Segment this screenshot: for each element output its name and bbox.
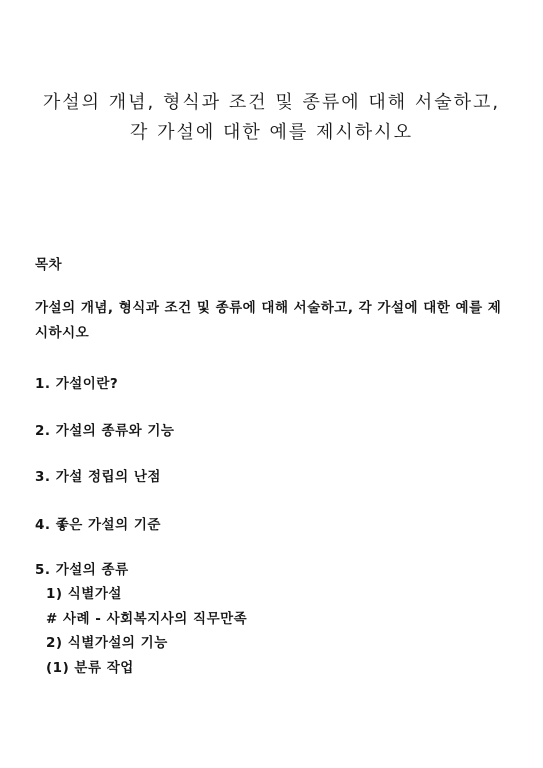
toc-item-4: 4. 좋은 가설의 기준 <box>35 517 161 533</box>
toc-item-1: 1. 가설이란? <box>35 376 119 392</box>
toc-subitem-4: (1) 분류 작업 <box>46 660 134 676</box>
document-title-line-1: 가설의 개념, 형식과 조건 및 종류에 대해 서술하고, <box>42 92 501 113</box>
toc-item-2: 2. 가설의 종류와 기능 <box>35 423 175 439</box>
toc-subitem-1: 1) 식별가설 <box>46 586 122 602</box>
toc-intro: 가설의 개념, 형식과 조건 및 종류에 대해 서술하고, 각 가설에 대한 예를 제시하시오 <box>35 300 502 341</box>
toc-subitem-3: 2) 식별가설의 기능 <box>46 635 168 651</box>
document-title-line-2: 각 가설에 대한 예를 제시하시오 <box>130 122 413 143</box>
toc-heading: 목차 <box>35 257 63 273</box>
toc-subitem-2: # 사례 - 사회복지사의 직무만족 <box>46 611 248 627</box>
toc-item-5: 5. 가설의 종류 <box>35 562 129 578</box>
toc-item-3: 3. 가설 정립의 난점 <box>35 469 161 485</box>
